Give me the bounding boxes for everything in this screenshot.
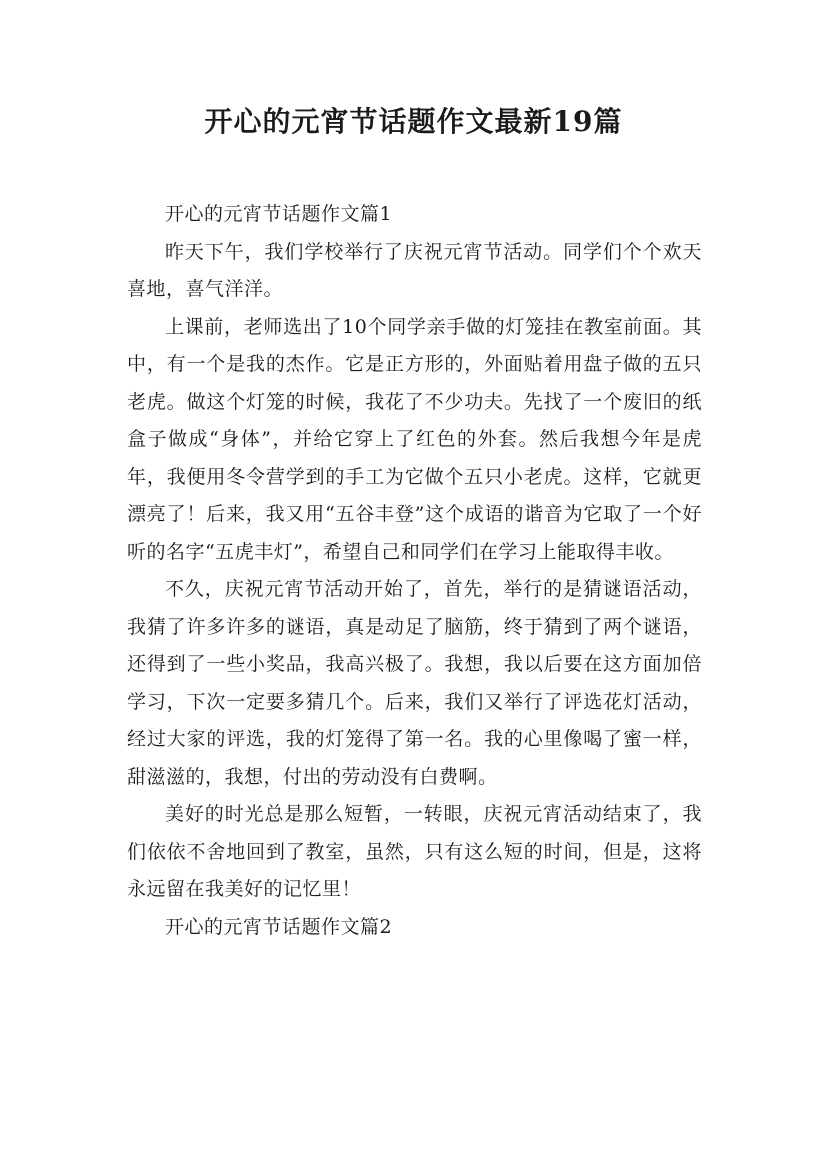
paragraph-1: 昨天下午，我们学校举行了庆祝元宵节活动。同学们个个欢天喜地，喜气洋洋。 xyxy=(127,240,702,300)
paragraph-4: 美好的时光总是那么短暂，一转眼，庆祝元宵活动结束了，我们依依不舍地回到了教室，虽然，只有这么短的时间，但是，这将永远留在我美好的记忆里！ xyxy=(127,803,702,900)
paragraph-3: 不久，庆祝元宵节活动开始了，首先，举行的是猜谜语活动，我猜了许多许多的谜语，真是动足了脑筋，终于猜到了两个谜语，还得到了一些小奖品，我高兴极了。我想，我以后要在这方面加倍学习，下次一定要多猜几个。后来，我们又举行了评选花灯活动，经过大家的评选，我的灯笼得了第一名。我的心里像喝了蜜一样，甜滋滋的，我想，付出的劳动没有白费啊。 xyxy=(127,578,702,788)
paragraph-2: 上课前，老师选出了10个同学亲手做的灯笼挂在教室前面。其中，有一个是我的杰作。它是正方形的，外面贴着用盘子做的五只老虎。做这个灯笼的时候，我花了不少功夫。先找了一个废旧的纸盒子做成“身体”，并给它穿上了红色的外套。然后我想今年是虎年，我便用冬令营学到的手工为它做个五只小老虎。这样，它就更漂亮了！后来，我又用“五谷丰登”这个成语的谐音为它取了一个好听的名字“五虎丰灯”，希望自己和同学们在学习上能取得丰收。 xyxy=(127,315,702,563)
section-heading-1: 开心的元宵节话题作文篇1 xyxy=(165,203,393,225)
document-body xyxy=(127,196,702,946)
document-title: 开心的元宵节话题作文最新19篇 xyxy=(204,105,623,138)
section-heading-2: 开心的元宵节话题作文篇2 xyxy=(165,915,393,938)
